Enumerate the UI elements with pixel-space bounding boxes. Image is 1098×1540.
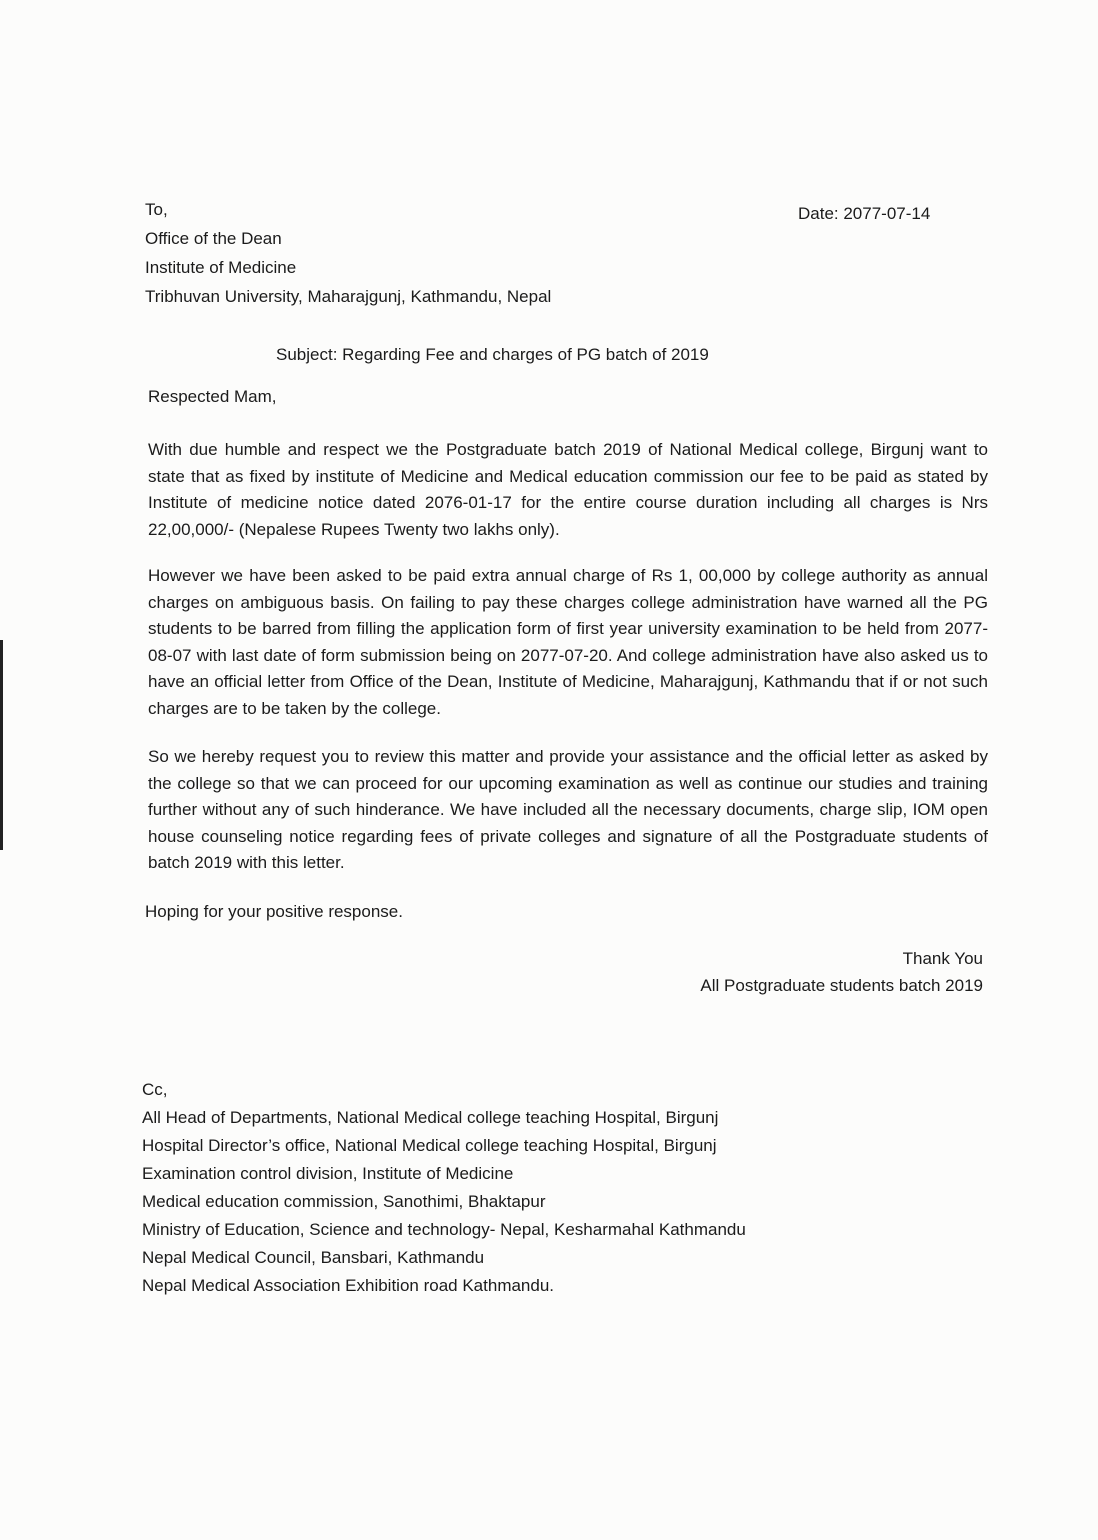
thanks-text: Thank You	[902, 949, 983, 968]
cc-item: Ministry of Education, Science and technology- Nepal, Kesharmahal Kathmandu	[142, 1220, 746, 1239]
cc-item: Nepal Medical Association Exhibition road Kathmandu.	[142, 1276, 555, 1295]
to-label: To,	[145, 200, 168, 219]
cc-item: Examination control division, Institute of Medicine	[142, 1164, 514, 1183]
signatory-text: All Postgraduate students batch 2019	[700, 976, 983, 995]
cc-block	[142, 1076, 842, 1300]
recipient-address	[145, 196, 745, 312]
body-paragraph-1: With due humble and respect we the Postgraduate batch 2019 of National Medical college, Birgunj want to state that as fixed by institute of Medicine and Medical education commission our fee to be paid as stated by Institute of medicine notice dated 2076-01-17 for the entire course duration including all charges is Nrs 22,00,000/- (Nepalese Rupees Twenty two lakhs only).	[148, 440, 988, 539]
address-line: Office of the Dean	[145, 229, 282, 248]
closing-line: Hoping for your positive response.	[145, 902, 403, 921]
cc-item: Nepal Medical Council, Bansbari, Kathmandu	[142, 1248, 485, 1267]
letter-date: Date: 2077-07-14	[798, 204, 931, 223]
signature-block	[583, 945, 983, 999]
address-line: Institute of Medicine	[145, 258, 297, 277]
scan-edge-shadow	[0, 640, 3, 850]
cc-item: Medical education commission, Sanothimi, Bhaktapur	[142, 1192, 546, 1211]
letter-subject: Subject: Regarding Fee and charges of PG batch of 2019	[276, 345, 709, 364]
body-paragraph-2: However we have been asked to be paid extra annual charge of Rs 1, 00,000 by college authority as annual charges on ambiguous basis. On failing to pay these charges college administration have warned all the PG students to be barred from filling the application form of first year university examination to be held from 2077-08-07 with last date of form submission being on 2077-07-20. And college administration have also asked us to have an official letter from Office of the Dean, Institute of Medicine, Maharajgunj, Kathmandu that if or not such charges are to be taken by the college.	[148, 566, 988, 718]
body-paragraph-3: So we hereby request you to review this matter and provide your assistance and the official letter as asked by the college so that we can proceed for our upcoming examination as well as continue our studies and training further without any of such hinderance. We have included all the necessary documents, charge slip, IOM open house counseling notice regarding fees of private colleges and signature of all the Postgraduate students of batch 2019 with this letter.	[148, 747, 988, 872]
cc-item: Hospital Director’s office, National Medical college teaching Hospital, Birgunj	[142, 1136, 717, 1155]
salutation: Respected Mam,	[148, 387, 277, 406]
cc-item: All Head of Departments, National Medical college teaching Hospital, Birgunj	[142, 1108, 719, 1127]
cc-label: Cc,	[142, 1080, 168, 1099]
address-line: Tribhuvan University, Maharajgunj, Kathmandu, Nepal	[145, 287, 552, 306]
